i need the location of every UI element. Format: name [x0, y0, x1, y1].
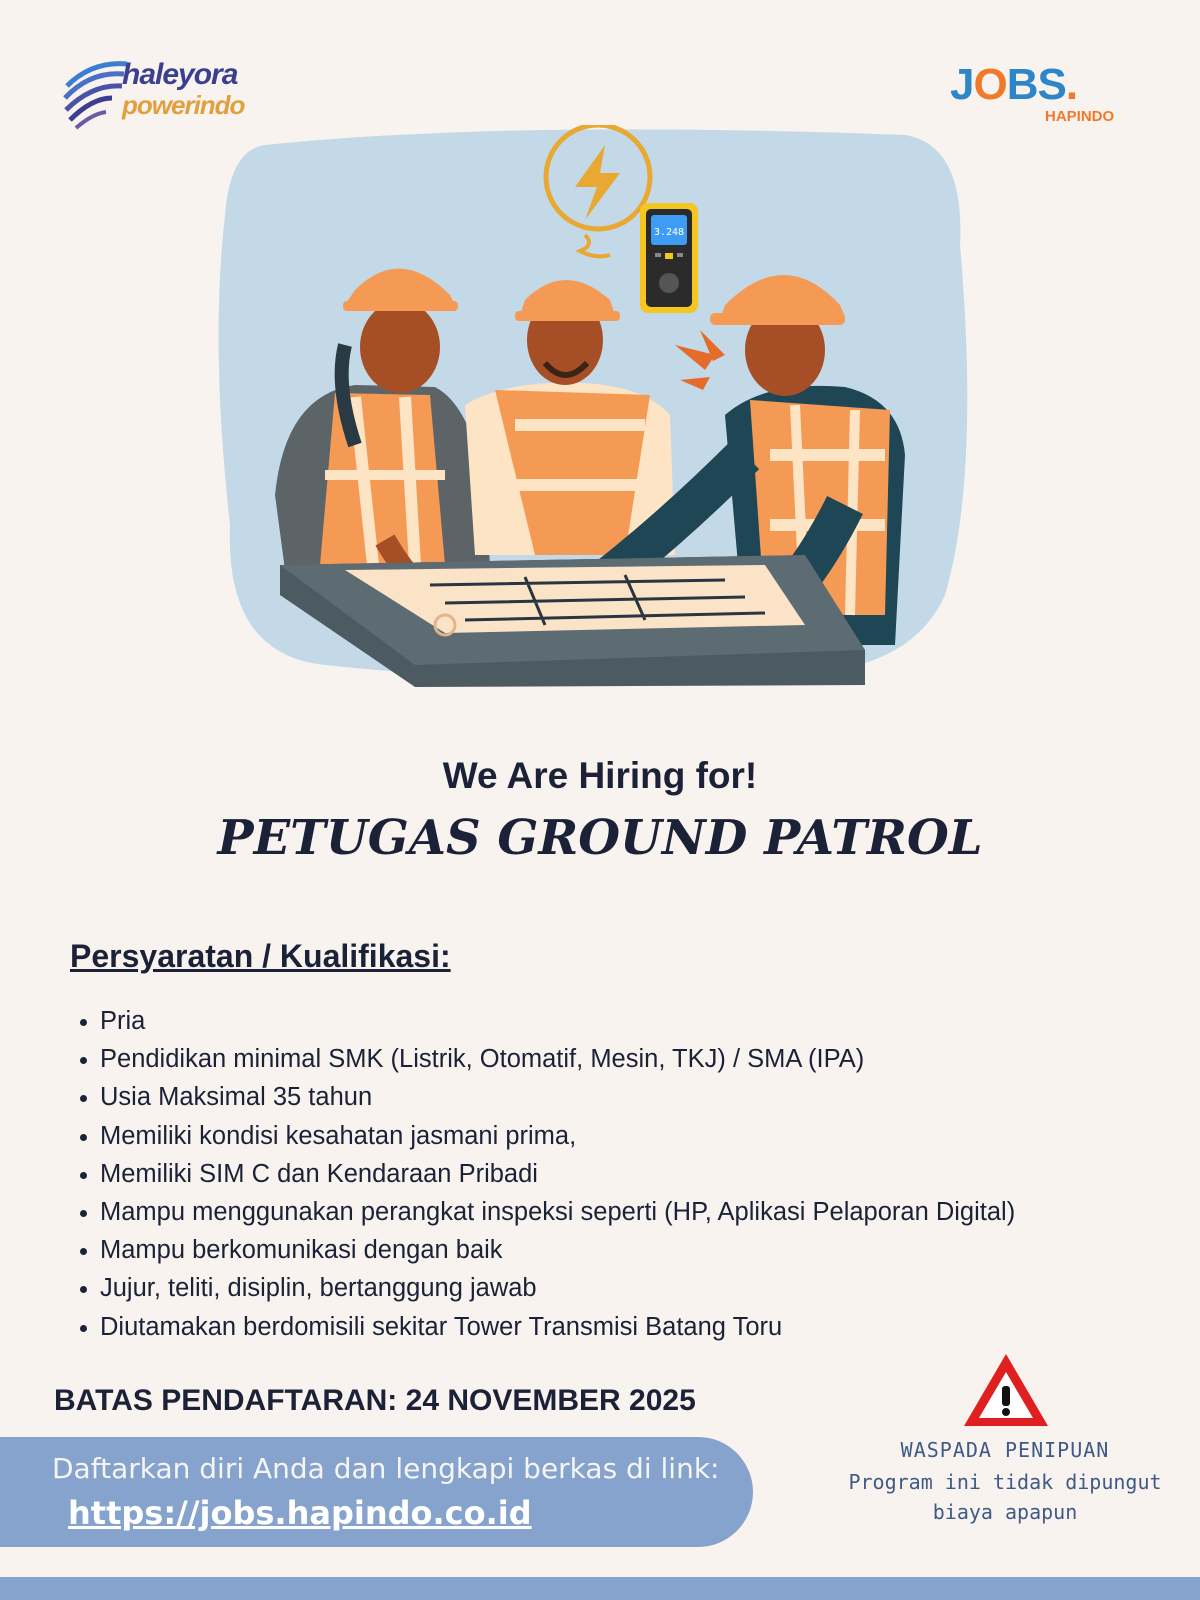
- requirements-list: [78, 1002, 1178, 1346]
- haleyora-logo: [62, 52, 272, 132]
- hiring-heading: We Are Hiring for!: [442, 755, 758, 796]
- cta-text: Daftarkan diri Anda dan lengkapi berkas di link:: [52, 1452, 720, 1485]
- warning-subtitle: [840, 1467, 1170, 1527]
- haleyora-wordmark: haleyora: [122, 58, 238, 91]
- requirement-item: Jujur, teliti, disiplin, bertanggung jawab: [78, 1269, 1178, 1307]
- requirement-item: Mampu menggunakan perangkat inspeksi seperti (HP, Aplikasi Pelaporan Digital): [78, 1193, 1178, 1231]
- requirement-item: Memiliki SIM C dan Kendaraan Pribadi: [78, 1155, 1178, 1193]
- requirements-title: Persyaratan / Kualifikasi:: [70, 938, 451, 974]
- warning-line-2: biaya apapun: [932, 1500, 1078, 1524]
- powerindo-wordmark: powerindo: [122, 90, 245, 120]
- position-title: PETUGAS GROUND PATROL: [217, 810, 983, 866]
- warning-title: WASPADA PENIPUAN: [900, 1438, 1110, 1462]
- jobs-letter-j: J: [950, 60, 974, 109]
- requirement-item: Usia Maksimal 35 tahun: [78, 1078, 1178, 1116]
- warning-triangle-icon: [960, 1350, 1052, 1430]
- warning-line-1: Program ini tidak dipungut: [848, 1470, 1162, 1494]
- requirement-item: Diutamakan berdomisili sekitar Tower Transmisi Batang Toru: [78, 1308, 1178, 1346]
- jobs-letters-bs: BS: [1006, 60, 1066, 109]
- bottom-bar: [0, 1577, 1200, 1600]
- requirement-item: Memiliki kondisi kesahatan jasmani prima,: [78, 1117, 1178, 1155]
- jobs-wordmark: [950, 60, 1077, 110]
- magnifier-o-icon: O: [973, 60, 1007, 109]
- requirement-item: Pria: [78, 1002, 1178, 1040]
- workers-illustration: [205, 125, 985, 705]
- requirement-item: Mampu berkomunikasi dengan baik: [78, 1231, 1178, 1269]
- registration-link[interactable]: https://jobs.hapindo.co.id: [68, 1494, 532, 1532]
- multimeter-reading: 3.248: [653, 227, 685, 238]
- jobs-hapindo-logo: [950, 60, 1130, 130]
- multimeter-icon: [640, 203, 698, 313]
- requirement-item: Pendidikan minimal SMK (Listrik, Otomatif, Mesin, TKJ) / SMA (IPA): [78, 1040, 1178, 1078]
- jobs-dot: .: [1065, 60, 1078, 109]
- hapindo-wordmark: HAPINDO: [1045, 108, 1115, 125]
- registration-deadline: BATAS PENDAFTARAN: 24 NOVEMBER 2025: [54, 1384, 696, 1417]
